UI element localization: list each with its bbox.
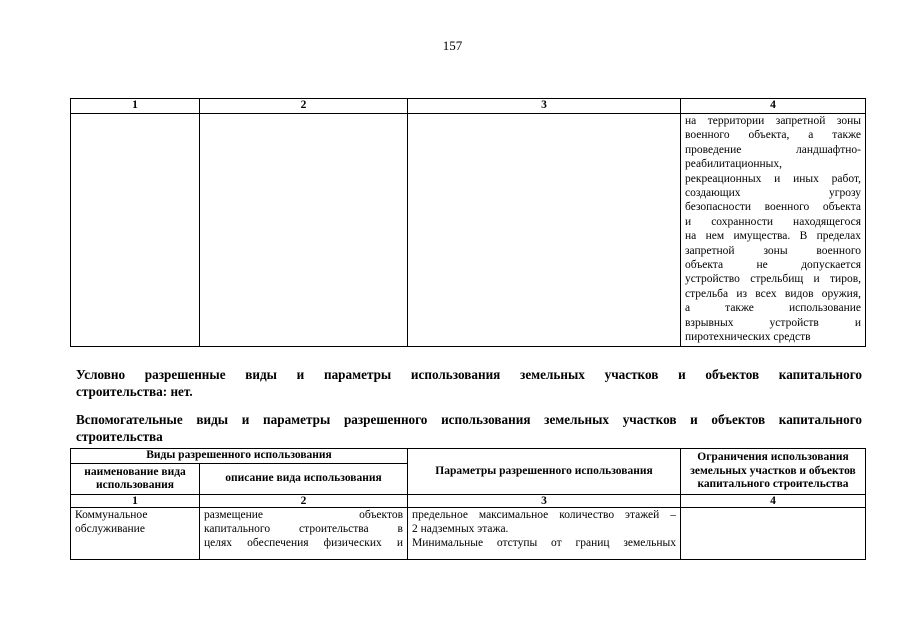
use-name-line: Коммунальное xyxy=(75,509,148,521)
restriction-line: безопасности военного объекта xyxy=(685,201,861,214)
col-number-3: 3 xyxy=(408,495,681,508)
auxiliary-uses-heading-line2: строительства xyxy=(76,429,163,444)
restriction-line: военного объекта, а также xyxy=(685,129,861,142)
col-number-4: 4 xyxy=(681,495,866,508)
restriction-line: на нем имущества. В пределах xyxy=(685,230,861,243)
use-name-cell xyxy=(71,508,200,560)
parameters-line: предельное максимальное количество этажей – xyxy=(412,509,676,521)
table-row xyxy=(71,508,866,560)
col-number-1: 1 xyxy=(71,495,200,508)
restriction-line: и сохранности находящегося xyxy=(685,215,861,228)
use-description-cell xyxy=(200,508,408,560)
restrictions-cell xyxy=(681,508,866,560)
col-number-1: 1 xyxy=(71,99,200,114)
top-cell-3 xyxy=(408,114,681,347)
restriction-line: объекта не допускается xyxy=(685,259,861,272)
col-number-2: 2 xyxy=(200,495,408,508)
conditional-uses-heading-line1: Условно разрешенные виды и параметры использования земельных участков и объектов капитального xyxy=(76,367,862,382)
restriction-line: на территории запретной зоны xyxy=(685,115,861,127)
top-table-number-row xyxy=(71,99,866,114)
restriction-line: реабилитационных, xyxy=(685,158,782,171)
parameters-line: Минимальные отступы от границ земельных xyxy=(412,537,676,550)
header-restrictions: Ограничения использования земельных участков и объектов капитального строительства xyxy=(681,449,866,495)
restriction-line: проведение ландшафтно- xyxy=(685,143,861,156)
top-table-row xyxy=(71,114,866,347)
restriction-line: запретной зоны военного xyxy=(685,244,861,257)
header-row-1 xyxy=(71,449,866,464)
col-number-4: 4 xyxy=(681,99,866,114)
restriction-line: создающих угрозу xyxy=(685,187,861,200)
header-parameters: Параметры разрешенного использования xyxy=(408,449,681,495)
auxiliary-uses-heading xyxy=(76,411,862,445)
use-description-line: размещение объектов xyxy=(204,509,403,521)
page-number: 157 xyxy=(442,38,463,53)
restriction-line: взрывных устройств и xyxy=(685,316,861,329)
parameters-cell xyxy=(408,508,681,560)
col-number-3: 3 xyxy=(408,99,681,114)
top-cell-restrictions xyxy=(681,114,866,347)
auxiliary-uses-table xyxy=(70,448,866,560)
restriction-line: стрельба из всех видов оружия, xyxy=(685,287,861,300)
header-use-name: наименование вида использования xyxy=(71,464,200,495)
use-description-line: капитального строительства в xyxy=(204,523,403,536)
top-cell-2 xyxy=(200,114,408,347)
col-number-2: 2 xyxy=(200,99,408,114)
top-cell-1 xyxy=(71,114,200,347)
parameters-line: 2 надземных этажа. xyxy=(412,523,509,536)
auxiliary-uses-heading-line1: Вспомогательные виды и параметры разрешенного использования земельных участков и объектов капитального xyxy=(76,412,862,427)
conditional-uses-heading xyxy=(76,366,862,400)
header-group-uses: Виды разрешенного использования xyxy=(71,449,408,464)
header-use-description: описание вида использования xyxy=(200,464,408,495)
restriction-line: пиротехнических средств xyxy=(685,331,811,344)
use-description-line: целях обеспечения физических и xyxy=(204,537,403,550)
conditional-uses-heading-line2: строительства: нет. xyxy=(76,384,193,399)
bottom-table-number-row xyxy=(71,495,866,508)
top-table xyxy=(70,98,866,347)
restriction-line: устройство стрельбищ и тиров, xyxy=(685,273,861,286)
use-name-line: обслуживание xyxy=(75,523,145,536)
restriction-line: рекреационных и иных работ, xyxy=(685,172,861,185)
restriction-line: а также использование xyxy=(685,302,861,315)
